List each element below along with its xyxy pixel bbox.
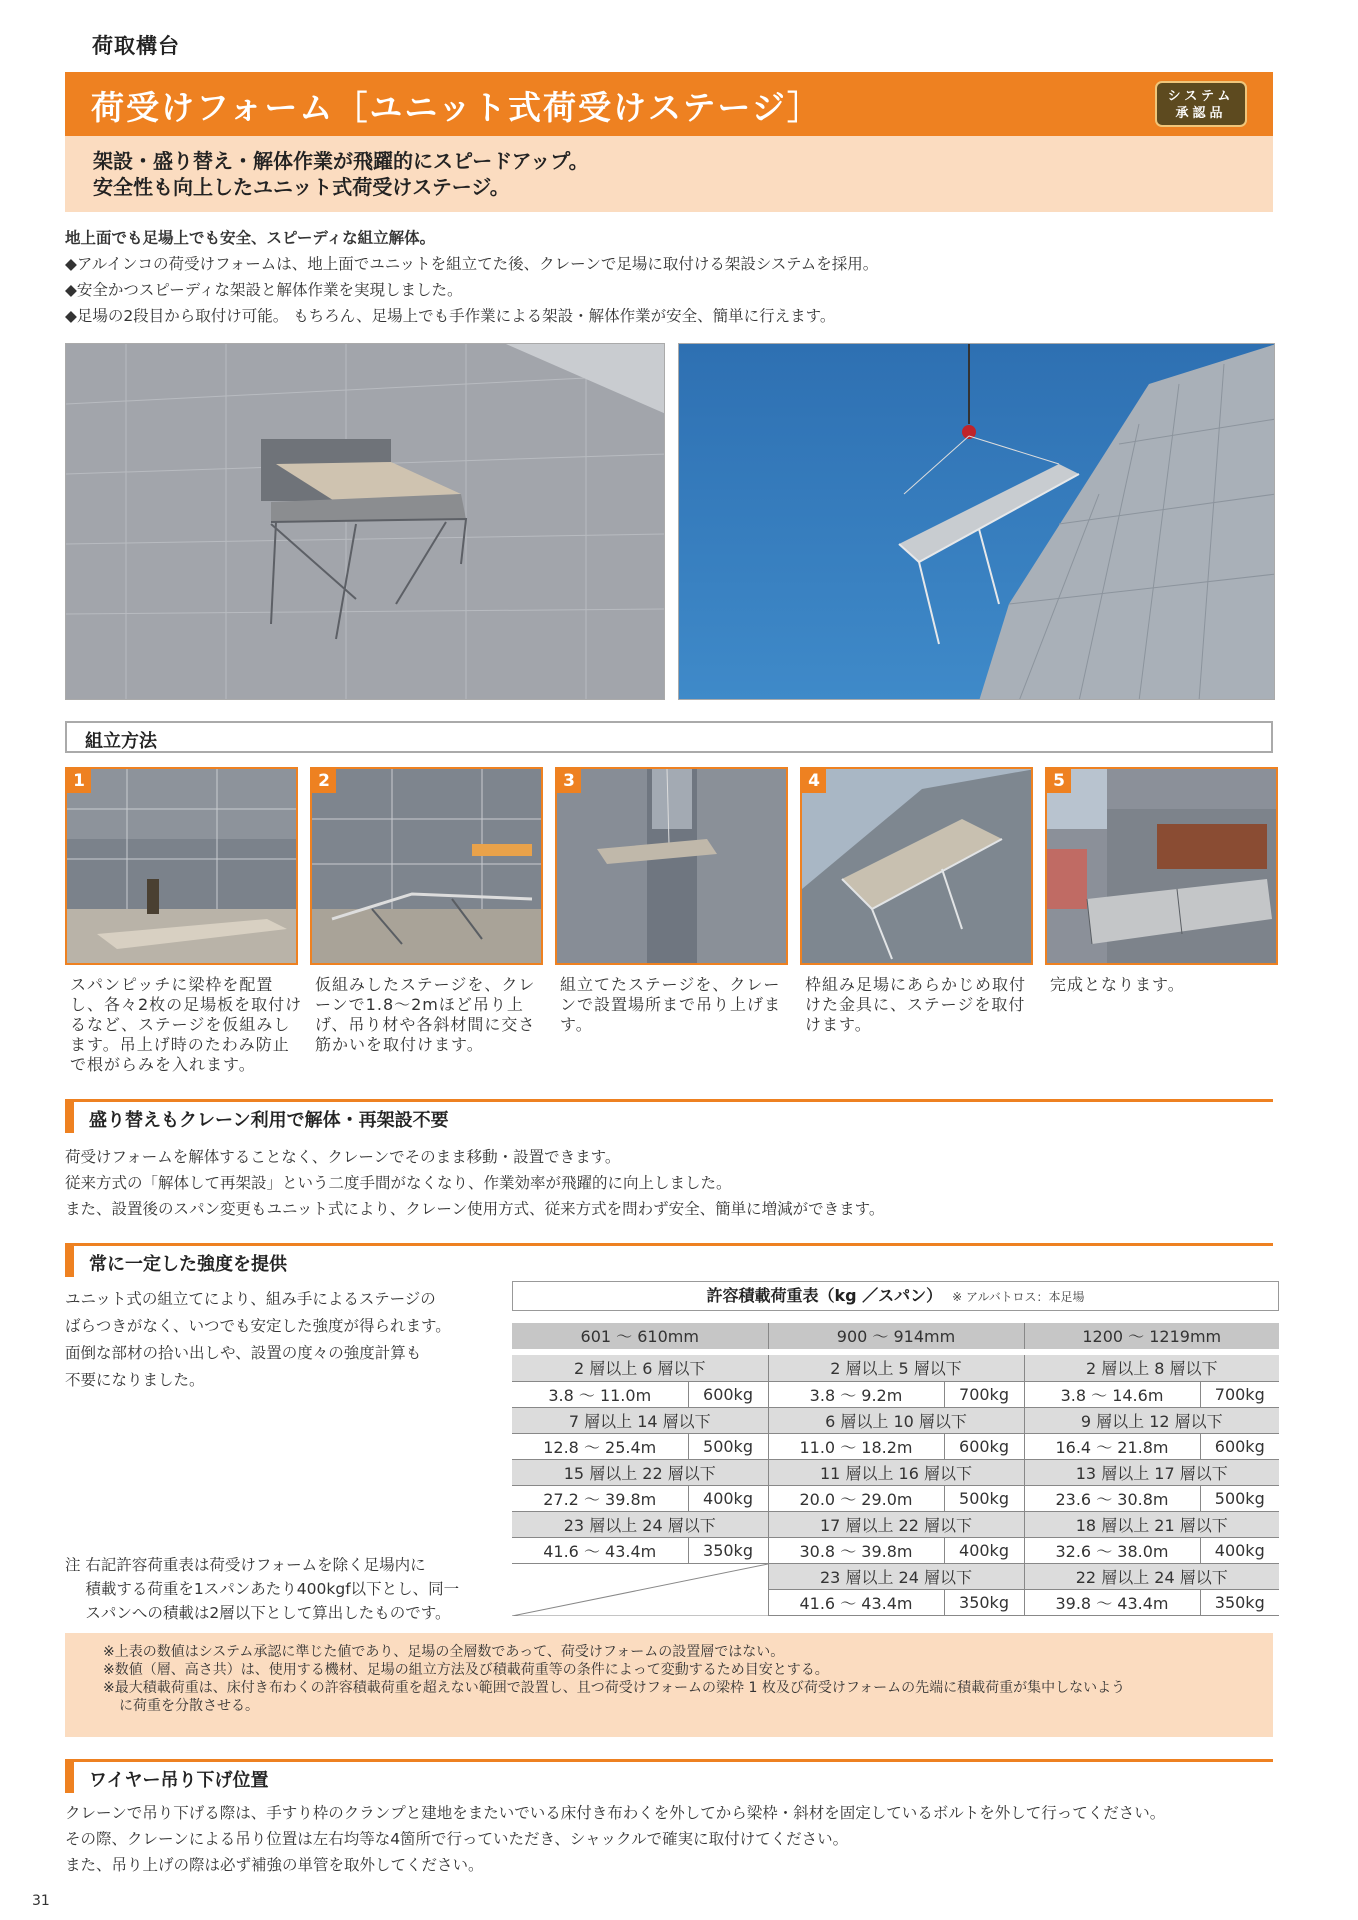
load-table-title xyxy=(512,1281,1279,1311)
title-banner xyxy=(65,72,1273,136)
step-number: 3 xyxy=(557,769,581,793)
crane-section-body xyxy=(65,1144,884,1222)
table-footnote xyxy=(65,1553,505,1625)
height-range: 23.6 ～ 30.8m xyxy=(1024,1485,1200,1511)
load-table xyxy=(512,1323,1279,1616)
step-photo-3 xyxy=(555,767,788,965)
system-approval-badge xyxy=(1155,81,1247,127)
photo-installed-stage xyxy=(65,343,665,700)
section-accent-bar xyxy=(65,1102,74,1133)
floor-range: 17 層以上 22 層以下 xyxy=(768,1511,1024,1537)
load-value: 350kg xyxy=(688,1537,768,1563)
crane-section-header xyxy=(65,1099,1273,1133)
intro-heading: 地上面でも足場上でも安全、スピーディな組立解体。 xyxy=(65,229,436,247)
height-range: 16.4 ～ 21.8m xyxy=(1024,1433,1200,1459)
load-table-title-text: 許容積載荷重表（kg ／スパン） xyxy=(706,1286,943,1305)
step-text-1: スパンピッチに梁枠を配置し、各々2枚の足場板を取付けるなど、ステージを仮組みします。吊上げ時のたわみ防止で根がらみを入れます。 xyxy=(70,975,303,1074)
load-value: 400kg xyxy=(1200,1537,1279,1563)
load-value: 700kg xyxy=(944,1381,1024,1407)
height-range: 27.2 ～ 39.8m xyxy=(512,1485,688,1511)
strength-section-header xyxy=(65,1243,1273,1277)
badge-line2: 承認品 xyxy=(1175,106,1227,121)
floor-range: 15 層以上 22 層以下 xyxy=(512,1459,768,1485)
load-value: 500kg xyxy=(1200,1485,1279,1511)
column-header: 1200 ～ 1219mm xyxy=(1024,1323,1279,1349)
photo-crane-lifting-stage xyxy=(678,343,1275,700)
height-range: 30.8 ～ 39.8m xyxy=(768,1537,944,1563)
intro-bullet: ◆安全かつスピーディな架設と解体作業を実現しました。 xyxy=(65,281,463,299)
load-value: 400kg xyxy=(688,1485,768,1511)
wire-section-title: ワイヤー吊り下げ位置 xyxy=(89,1770,269,1791)
body-line: 従来方式の「解体して再架設」という二度手間がなくなり、作業効率が飛躍的に向上しました。 xyxy=(65,1174,732,1192)
column-header: 900 ～ 914mm xyxy=(768,1323,1024,1349)
section-accent-bar xyxy=(65,1762,74,1793)
section-accent-bar xyxy=(65,1246,74,1277)
height-range: 41.6 ～ 43.4m xyxy=(768,1589,944,1615)
wire-section-body xyxy=(65,1800,1165,1878)
height-range: 32.6 ～ 38.0m xyxy=(1024,1537,1200,1563)
footnote-line: 注 右記許容荷重表は荷受けフォームを除く足場内に xyxy=(65,1556,426,1574)
step-number: 2 xyxy=(312,769,336,793)
assembly-section-title: 組立方法 xyxy=(65,721,1273,753)
floor-range: 13 層以上 17 層以下 xyxy=(1024,1459,1279,1485)
height-range: 41.6 ～ 43.4m xyxy=(512,1537,688,1563)
step-number: 5 xyxy=(1047,769,1071,793)
load-value: 500kg xyxy=(688,1433,768,1459)
body-line: その際、クレーンによる吊り位置は左右均等な4箇所で行っていただき、シャックルで確実に取付けてください。 xyxy=(65,1830,849,1848)
note-line: に荷重を分散させる。 xyxy=(119,1698,259,1714)
category-label: 荷取構台 xyxy=(92,34,180,58)
notes-box xyxy=(65,1633,1273,1737)
page-title: 荷受けフォーム［ユニット式荷受けステージ］ xyxy=(91,88,823,127)
lead-box xyxy=(65,136,1273,212)
table-row xyxy=(512,1433,1279,1459)
height-range: 3.8 ～ 9.2m xyxy=(768,1381,944,1407)
table-row xyxy=(512,1459,1279,1485)
step-photo-2 xyxy=(310,767,543,965)
table-row xyxy=(512,1407,1279,1433)
lead-line1: 架設・盛り替え・解体作業が飛躍的にスピードアップ。 xyxy=(93,149,589,173)
floor-range: 23 層以上 24 層以下 xyxy=(768,1563,1024,1589)
load-value: 600kg xyxy=(944,1433,1024,1459)
body-line: 不要になりました。 xyxy=(65,1371,205,1389)
load-value: 350kg xyxy=(944,1589,1024,1615)
column-header: 601 ～ 610mm xyxy=(512,1323,768,1349)
floor-range: 2 層以上 6 層以下 xyxy=(512,1355,768,1381)
floor-range: 18 層以上 21 層以下 xyxy=(1024,1511,1279,1537)
step-photo-4 xyxy=(800,767,1033,965)
floor-range: 9 層以上 12 層以下 xyxy=(1024,1407,1279,1433)
load-value: 700kg xyxy=(1200,1381,1279,1407)
footnote-line: 積載する荷重を1スパンあたり400kgf以下とし、同一 xyxy=(65,1580,460,1598)
strength-section-title: 常に一定した強度を提供 xyxy=(89,1254,287,1275)
body-line: また、設置後のスパン変更もユニット式により、クレーン使用方式、従来方式を問わず安全、簡単に増減ができます。 xyxy=(65,1200,885,1218)
table-row xyxy=(512,1511,1279,1537)
step-text-5: 完成となります。 xyxy=(1050,975,1185,994)
note-line: ※数値（層、高さ共）は、使用する機材、足場の組立方法及び積載荷重等の条件によって変動するため目安とする。 xyxy=(103,1662,829,1678)
step-photo-1 xyxy=(65,767,298,965)
note-line: ※上表の数値はシステム承認に準じた値であり、足場の全層数であって、荷受けフォームの設置層ではない。 xyxy=(103,1644,785,1660)
table-row xyxy=(512,1355,1279,1381)
height-range: 39.8 ～ 43.4m xyxy=(1024,1589,1200,1615)
note-line: ※最大積載荷重は、床付き布わくの許容積載荷重を超えない範囲で設置し、且つ荷受けフォームの梁枠 1 枚及び荷受けフォームの先端に積載荷重が集中しないよう xyxy=(103,1680,1126,1696)
table-row xyxy=(512,1563,1279,1589)
crane-section-title: 盛り替えもクレーン利用で解体・再架設不要 xyxy=(89,1110,449,1131)
table-row xyxy=(512,1485,1279,1511)
floor-range: 2 層以上 5 層以下 xyxy=(768,1355,1024,1381)
body-line: また、吊り上げの際は必ず補強の単管を取外してください。 xyxy=(65,1856,484,1874)
step-number: 4 xyxy=(802,769,826,793)
step-photo-5 xyxy=(1045,767,1278,965)
table-row xyxy=(512,1537,1279,1563)
height-range: 12.8 ～ 25.4m xyxy=(512,1433,688,1459)
step-text-4: 枠組み足場にあらかじめ取付けた金具に、ステージを取付けます。 xyxy=(805,975,1027,1034)
step-text-3: 組立てたステージを、クレーンで設置場所まで吊り上げます。 xyxy=(560,975,782,1034)
badge-line1: システム xyxy=(1167,89,1235,104)
table-header-row xyxy=(512,1323,1279,1349)
body-line: ばらつきがなく、いつでも安定した強度が得られます。 xyxy=(65,1317,451,1335)
height-range: 11.0 ～ 18.2m xyxy=(768,1433,944,1459)
footnote-line: スパンへの積載は2層以下として算出したものです。 xyxy=(65,1604,451,1622)
body-line: 荷受けフォームを解体することなく、クレーンでそのまま移動・設置できます。 xyxy=(65,1148,621,1166)
body-line: ユニット式の組立てにより、組み手によるステージの xyxy=(65,1290,436,1308)
wire-section-header xyxy=(65,1759,1273,1793)
load-value: 600kg xyxy=(1200,1433,1279,1459)
body-line: 面倒な部材の拾い出しや、設置の度々の強度計算も xyxy=(65,1344,422,1362)
floor-range: 11 層以上 16 層以下 xyxy=(768,1459,1024,1485)
load-value: 400kg xyxy=(944,1537,1024,1563)
height-range: 3.8 ～ 11.0m xyxy=(512,1381,688,1407)
table-row xyxy=(512,1381,1279,1407)
height-range: 3.8 ～ 14.6m xyxy=(1024,1381,1200,1407)
page-number: 31 xyxy=(32,1893,50,1909)
empty-cell-diagonal xyxy=(512,1564,768,1616)
load-value: 600kg xyxy=(688,1381,768,1407)
floor-range: 2 層以上 8 層以下 xyxy=(1024,1355,1279,1381)
floor-range: 7 層以上 14 層以下 xyxy=(512,1407,768,1433)
strength-section-body xyxy=(65,1286,451,1394)
body-line: クレーンで吊り下げる際は、手すり枠のクランプと建地をまたいでいる床付き布わくを外してから梁枠・斜材を固定しているボルトを外して行ってください。 xyxy=(65,1804,1166,1822)
floor-range: 23 層以上 24 層以下 xyxy=(512,1511,768,1537)
intro-text xyxy=(65,225,1273,329)
empty-cell xyxy=(512,1563,768,1615)
load-table-note: ※ アルバトロス：本足場 xyxy=(952,1290,1085,1304)
load-value: 350kg xyxy=(1200,1589,1279,1615)
floor-range: 6 層以上 10 層以下 xyxy=(768,1407,1024,1433)
floor-range: 22 層以上 24 層以下 xyxy=(1024,1563,1279,1589)
step-text-2: 仮組みしたステージを、クレーンで1.8～2mほど吊り上げ、吊り材や各斜材間に交さ筋かいを取付けます。 xyxy=(315,975,536,1054)
height-range: 20.0 ～ 29.0m xyxy=(768,1485,944,1511)
intro-bullet: ◆足場の2段目から取付け可能。 もちろん、足場上でも手作業による架設・解体作業が安全、簡単に行えます。 xyxy=(65,307,836,325)
step-number: 1 xyxy=(67,769,91,793)
lead-line2: 安全性も向上したユニット式荷受けステージ。 xyxy=(93,175,510,199)
load-value: 500kg xyxy=(944,1485,1024,1511)
intro-bullet: ◆アルインコの荷受けフォームは、地上面でユニットを組立てた後、クレーンで足場に取付ける架設システムを採用。 xyxy=(65,255,879,273)
